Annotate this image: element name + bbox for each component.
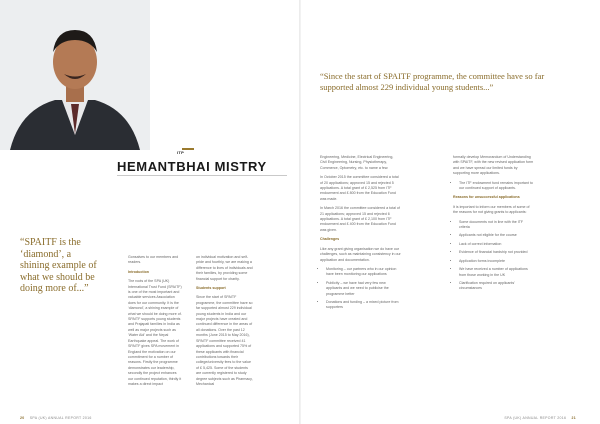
section-heading: Students support <box>196 286 226 291</box>
profile-tag: ITP <box>177 150 185 155</box>
footer-text: SPA (UK) ANNUAL REPORT 2016 <box>504 416 567 420</box>
section-heading: Challenges <box>320 237 340 242</box>
footer-text: SPA (UK) ANNUAL REPORT 2016 <box>29 416 92 420</box>
paragraph: In October 2015 the committee considered a total of 20 applications; approved 15 and rejected 5 applications. A total grant of £ 2,525 from ITF endowment and £ 800 from the Education Fund was made. <box>320 175 399 201</box>
page-number: 20 <box>20 416 25 420</box>
pull-quote-right: “Since the start of SPAITF programme, the committee have so far supported almost 229 individual young students...” <box>320 71 545 92</box>
name-divider <box>117 175 287 176</box>
page-spine <box>299 0 301 424</box>
right-column-b <box>453 155 534 296</box>
list-item: • The ITF endowment fund remains important to our continued support of applicants. <box>459 181 534 192</box>
left-column-a <box>128 255 182 391</box>
paragraph: The roots of the SPA (UK) International Trust Fund (SPAITF) is one of the most important and valuable services Association does for our community. It is the ‘diamond’, a shining example of what we should be doing more of. SPAITF supports young students and Prajapati families in India as well as major projects such as ‘Water Aid’ and the Nepal Earthquake appeal. The work of SPAITF gives SPA movement in England the motivation on our commitment for a number of reasons. Firstly the programme demonstrates our leadership, secondly the project enhances our continued reputation, thirdly it makes a direct impact <box>128 279 182 386</box>
list-item: • Application forms incomplete <box>459 259 534 264</box>
bullet-list <box>320 267 401 311</box>
right-column-a <box>320 155 401 315</box>
page-number: 21 <box>571 416 576 420</box>
list-item: • We have received a number of applications from those working in the UK <box>459 267 534 278</box>
list-item: • Applicants not eligible for the course <box>459 233 534 238</box>
list-item: • Evidence of financial hardship not provided <box>459 250 534 255</box>
section-heading: Reasons for unsuccessful applications <box>453 195 520 200</box>
list-item: • Monitoring – our partners who in our opinion have been monitoring our applications <box>326 267 401 278</box>
paragraph: It is important to inform our members of some of the reasons for not giving grants to applicants: <box>453 204 530 215</box>
paragraph: Like any grant giving organisation we do have our challenges, such as maintaining consistency in our application and documentation. <box>320 246 401 262</box>
section-heading: Introduction <box>128 269 149 274</box>
bullet-list <box>453 181 534 192</box>
paragraph: Since the start of SPAITF programme, the committee have so far supported almost 229 individual young students in India and our major projects have created and continued difference in the areas of all donations. Over the past 12 months (June 2015 to May 2016), SPAITF committee received 41 applications and supported 75% of these applicants with financial contributions towards their college/university fees to the value of £ 5,425. Some of the students are currently registered to study degree subjects such as Pharmacy, Mechanical <box>196 295 253 386</box>
paragraph: Gonsalves to our members and readers. <box>128 255 179 265</box>
portrait-image <box>0 0 150 150</box>
footer-right <box>504 416 580 420</box>
list-item: • Clarification required on applicants’ circumstances <box>459 281 534 292</box>
paragraph: on individual motivation and self-pride and fourthly, we are making a difference to lives of individuals and their families, by providing some financial support for charity. <box>196 255 253 281</box>
pull-quote-left: “SPAITF is the ‘diamond’, a shining example of what we should be doing more of...” <box>20 237 97 294</box>
list-item: • Lack of correct information <box>459 242 534 247</box>
left-column-b <box>196 255 254 391</box>
paragraph: formally develop Memorandum of Understanding with SPAITF, with the new revised application form and we have spread our limited funds by supporting more applications. <box>453 155 534 176</box>
bullet-list <box>453 220 534 292</box>
paragraph: In March 2016 the committee considered a total of 21 applications; approved 15 and rejected 6 applications. A total grant of £ 2,100 from ITF endowment and £ 400 from the Education Fund was given. <box>320 206 400 232</box>
paragraph: Engineering, Medicine, Electrical Engineering, Civil Engineering, Nursing, Physiotherapy, Commerce, Optometry, etc. to name a few. <box>320 155 394 170</box>
profile-name: HEMANTBHAI MISTRY <box>117 159 267 174</box>
list-item: • Publicity – we have had very few new applicants and we need to publicise the programme better <box>326 281 401 297</box>
footer-left <box>20 416 92 420</box>
list-item: • Donations and funding – a mixed picture from supporters <box>326 300 401 311</box>
list-item: • Some documents not in line with the ITF criteria <box>459 220 534 231</box>
portrait-photo <box>0 0 150 150</box>
